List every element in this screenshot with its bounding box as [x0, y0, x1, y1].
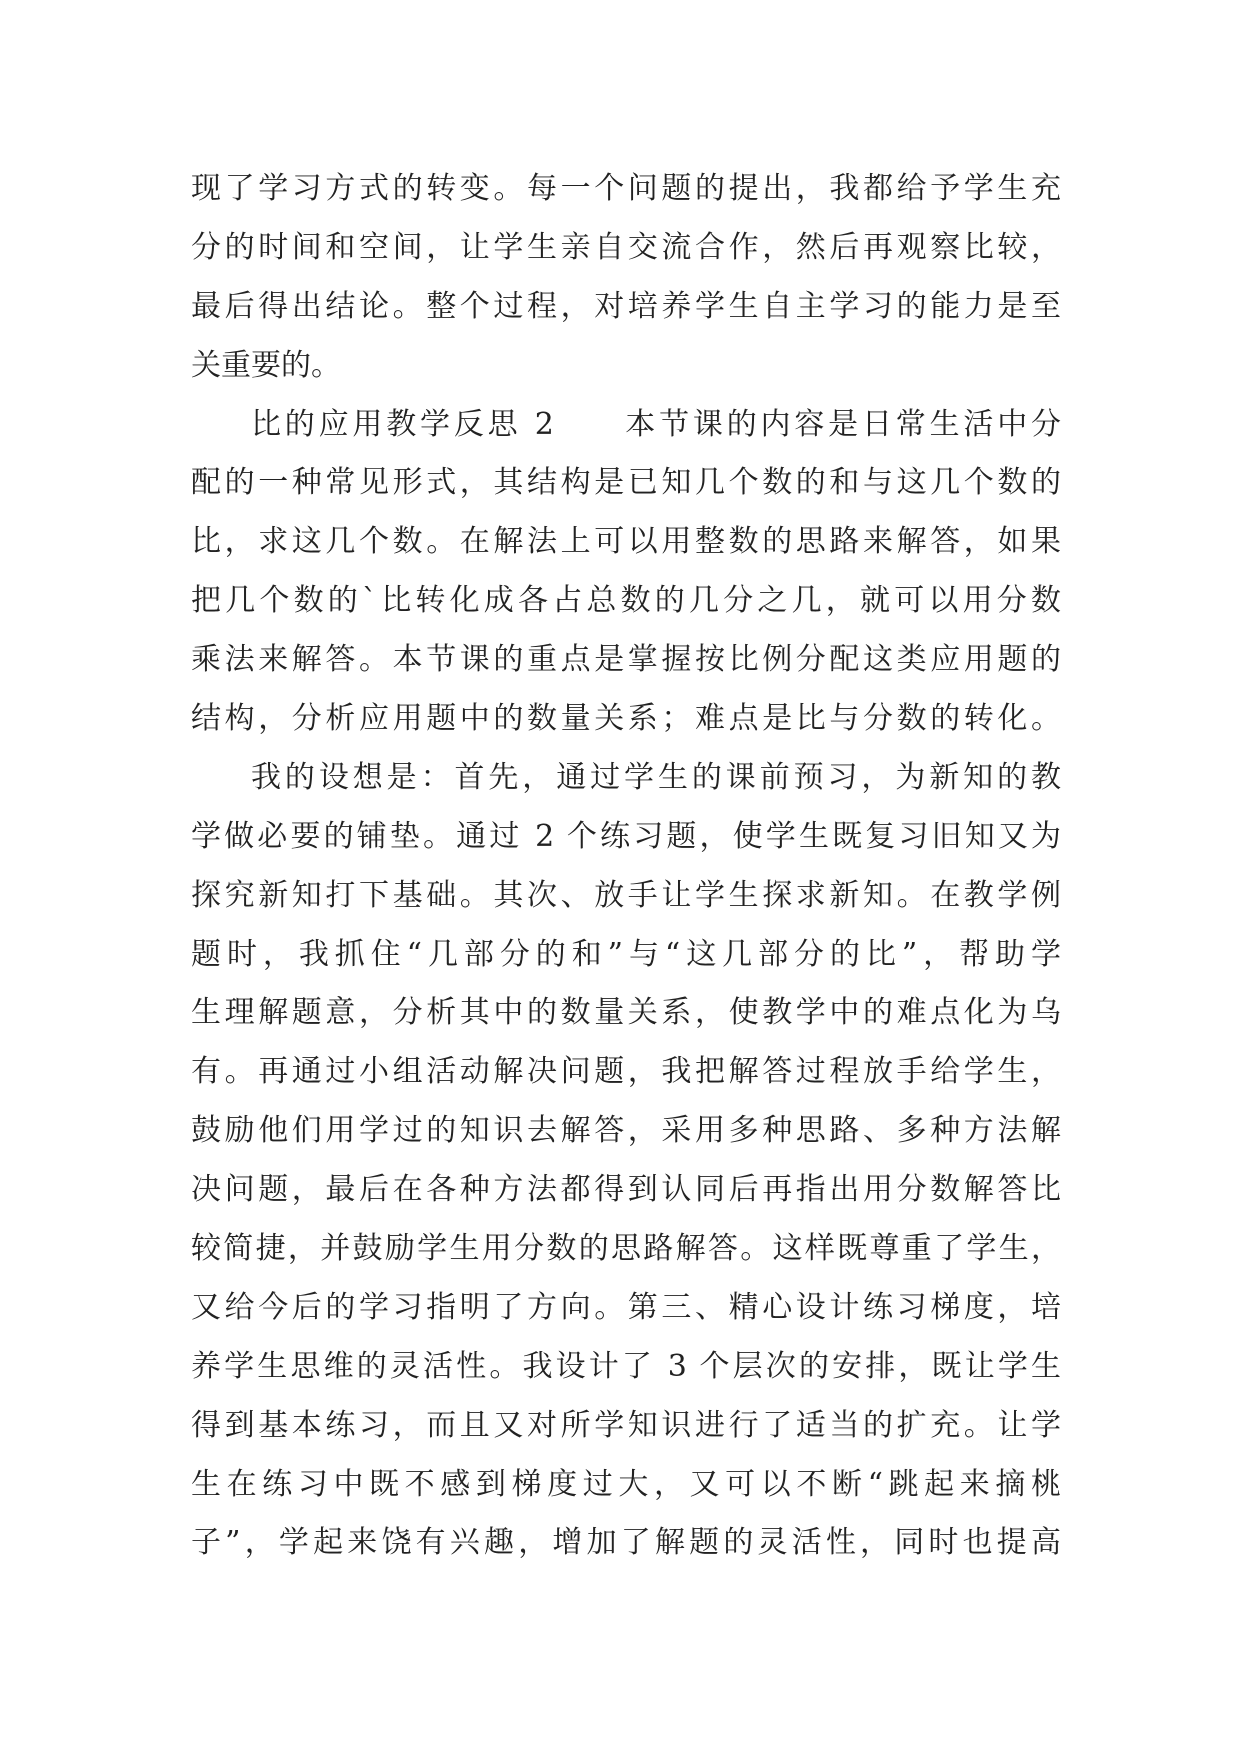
text-line: 我的设想是：首先，通过学生的课前预习，为新知的教 [251, 759, 1061, 795]
text-line: 有。再通过小组活动解决问题，我把解答过程放手给学生， [191, 1054, 1061, 1090]
text-line: 比的应用教学反思 2 本节课的内容是日常生活中分 [251, 406, 1061, 442]
text-line: 养学生思维的灵活性。我设计了 3 个层次的安排，既让学生 [191, 1348, 1061, 1384]
text-line: 题时，我抓住“几部分的和”与“这几部分的比”，帮助学 [191, 936, 1061, 972]
text-line: 生理解题意，分析其中的数量关系，使教学中的难点化为乌 [191, 995, 1061, 1031]
paragraph [191, 160, 1061, 396]
text-line: 比，求这几个数。在解法上可以用整数的思路来解答，如果 [191, 524, 1061, 560]
document-body [191, 160, 1061, 1573]
paragraph [191, 749, 1061, 1573]
text-line: 结构，分析应用题中的数量关系；难点是比与分数的转化。 [191, 701, 1061, 737]
text-line: 鼓励他们用学过的知识去解答，采用多种思路、多种方法解 [191, 1113, 1061, 1149]
text-line: 最后得出结论。整个过程，对培养学生自主学习的能力是至 [191, 288, 1061, 324]
paragraph [191, 396, 1061, 749]
text-line: 乘法来解答。本节课的重点是掌握按比例分配这类应用题的 [191, 642, 1061, 678]
text-line: 生在练习中既不感到梯度过大，又可以不断“跳起来摘桃 [191, 1466, 1061, 1502]
text-line: 现了学习方式的转变。每一个问题的提出，我都给予学生充 [191, 171, 1061, 206]
text-line: 子”，学起来饶有兴趣，增加了解题的灵活性，同时也提高 [191, 1525, 1061, 1561]
text-line: 决问题，最后在各种方法都得到认同后再指出用分数解答比 [191, 1172, 1061, 1208]
text-line: 分的时间和空间，让学生亲自交流合作，然后再观察比较， [191, 229, 1061, 265]
text-line: 学做必要的铺垫。通过 2 个练习题，使学生既复习旧知又为 [191, 818, 1061, 854]
text-line: 探究新知打下基础。其次、放手让学生探求新知。在教学例 [191, 877, 1061, 913]
text-line: 把几个数的`比转化成各占总数的几分之几，就可以用分数 [191, 583, 1061, 619]
text-line: 又给今后的学习指明了方向。第三、精心设计练习梯度，培 [191, 1289, 1061, 1325]
text-line: 较简捷，并鼓励学生用分数的思路解答。这样既尊重了学生， [191, 1231, 1061, 1267]
text-line: 配的一种常见形式，其结构是已知几个数的和与这几个数的 [191, 465, 1061, 501]
text-line: 关重要的。 [191, 347, 341, 383]
text-line: 得到基本练习，而且又对所学知识进行了适当的扩充。让学 [191, 1407, 1061, 1443]
